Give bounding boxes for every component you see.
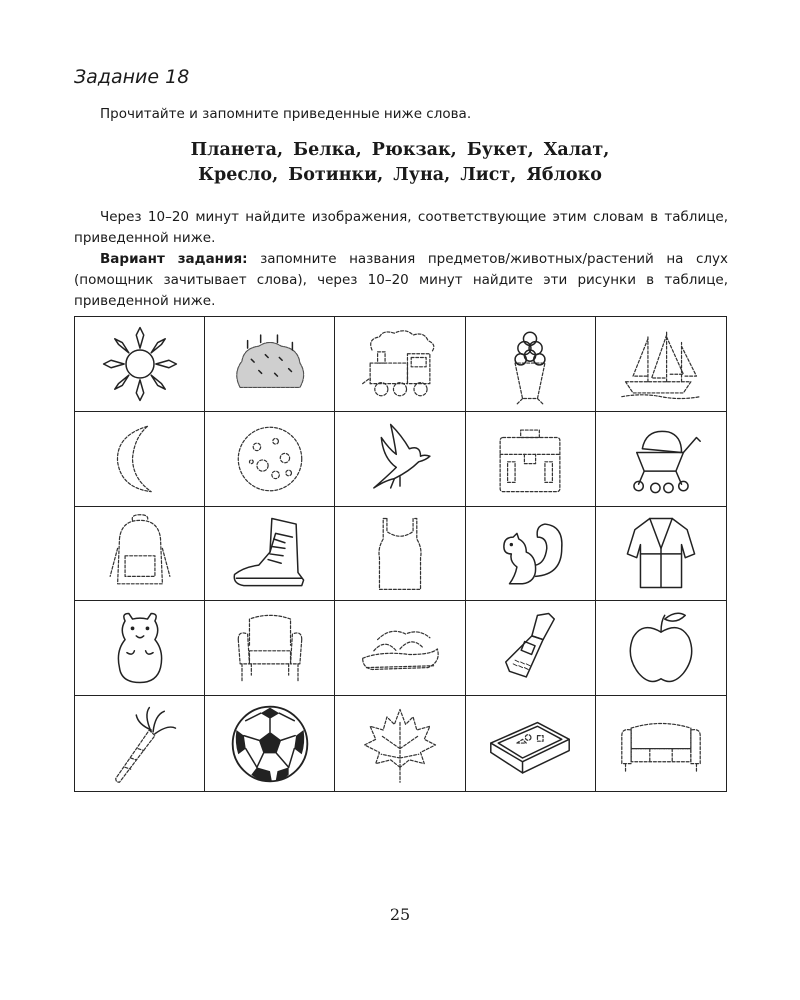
table-cell <box>75 601 205 696</box>
phone-icon <box>482 606 578 690</box>
table-cell <box>205 317 335 412</box>
boot-icon <box>222 511 318 595</box>
table-cell <box>75 412 205 507</box>
leaf-icon <box>352 702 448 786</box>
briefcase-icon <box>482 417 578 501</box>
table-cell <box>596 317 726 412</box>
sandals-icon <box>352 606 448 690</box>
variant-label: Вариант задания: <box>100 251 248 267</box>
hamster-icon <box>92 606 188 690</box>
table-cell <box>75 317 205 412</box>
table-cell <box>596 507 726 602</box>
table-cell <box>335 317 465 412</box>
table-cell <box>205 601 335 696</box>
table-cell <box>466 412 596 507</box>
table-cell <box>596 412 726 507</box>
table-cell <box>205 412 335 507</box>
tank-top-icon <box>352 511 448 595</box>
table-cell <box>466 696 596 791</box>
sandbox-icon <box>482 702 578 786</box>
backpack-icon <box>92 511 188 595</box>
dove-icon <box>352 417 448 501</box>
instruction-text: Прочитайте и запомните приведенные ниже слова. <box>100 106 472 122</box>
table-cell <box>466 601 596 696</box>
sofa-icon <box>613 702 709 786</box>
table-cell <box>335 696 465 791</box>
sun-icon <box>92 322 188 406</box>
variant-text: запомните названия предметов/животных/растений на слух (помощник зачитывает слова), через 10–20 минут найдите эти рисунки в таблице, приведенной ниже. <box>74 251 728 309</box>
sailboat-icon <box>613 322 709 406</box>
bush-icon <box>222 322 318 406</box>
task-title: Задание 18 <box>74 66 190 88</box>
armchair-icon <box>222 606 318 690</box>
variant-paragraph <box>74 249 728 312</box>
table-cell <box>75 507 205 602</box>
apple-icon <box>613 606 709 690</box>
table-cell <box>466 317 596 412</box>
soccer-ball-icon <box>222 702 318 786</box>
robe-icon <box>613 511 709 595</box>
table-cell <box>596 696 726 791</box>
table-cell <box>75 696 205 791</box>
picture-table <box>74 316 727 792</box>
carrot-icon <box>92 702 188 786</box>
table-cell <box>335 507 465 602</box>
table-cell <box>335 601 465 696</box>
bouquet-icon <box>482 322 578 406</box>
squirrel-icon <box>482 511 578 595</box>
table-cell <box>466 507 596 602</box>
word-list-line-2: Кресло, Ботинки, Луна, Лист, Яблоко <box>198 165 602 185</box>
page-number: 25 <box>389 905 411 924</box>
stroller-icon <box>613 417 709 501</box>
word-list-line-1: Планета, Белка, Рюкзак, Букет, Халат, <box>190 140 610 160</box>
table-cell <box>596 601 726 696</box>
moon-icon <box>92 417 188 501</box>
table-cell <box>335 412 465 507</box>
paragraph-1: Через 10–20 минут найдите изображения, соответствующие этим словам в таблице, приведенной ниже. <box>74 209 728 246</box>
table-cell <box>205 696 335 791</box>
train-icon <box>352 322 448 406</box>
table-cell <box>205 507 335 602</box>
planet-icon <box>222 417 318 501</box>
